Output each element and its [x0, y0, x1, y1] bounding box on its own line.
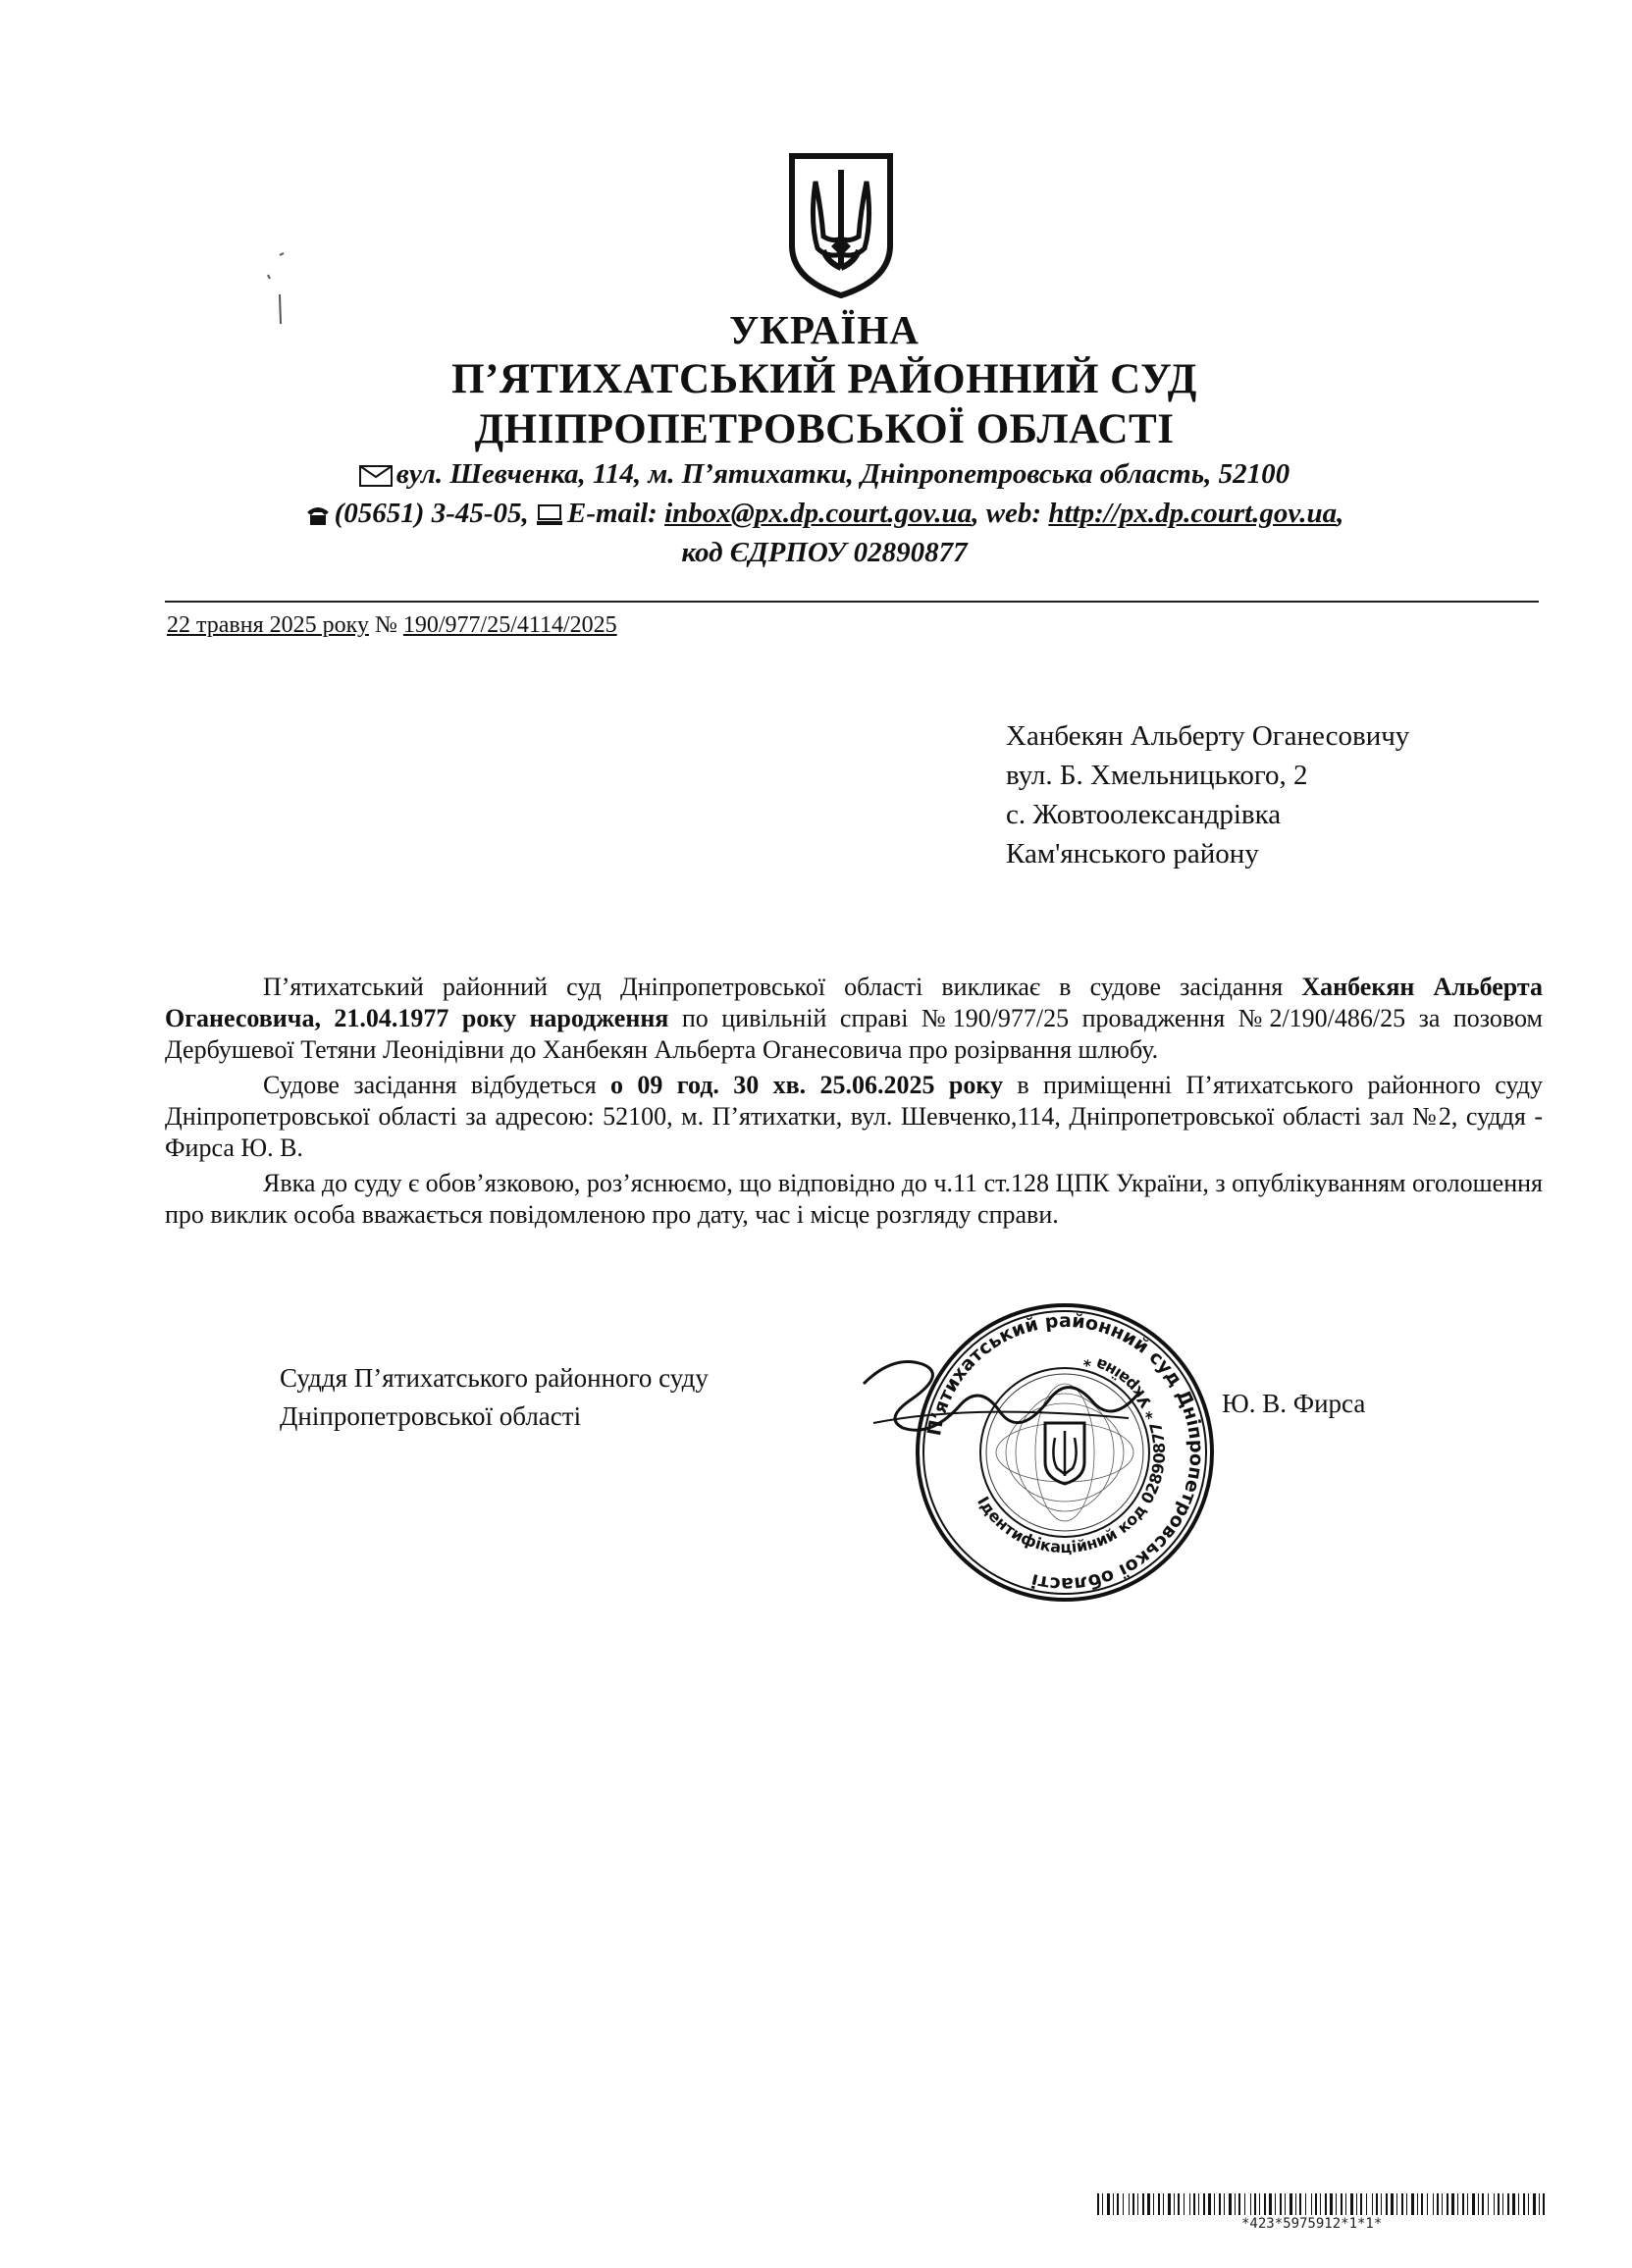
barcode-bar	[1295, 2193, 1296, 2215]
barcode-bar	[1254, 2193, 1256, 2215]
p1-text-a: П’ятихатський районний суд Дніпропетровської області викликає в судове засідання	[263, 973, 1302, 1001]
barcode-bar	[1275, 2193, 1276, 2215]
barcode-bar	[1472, 2193, 1475, 2215]
p1-text-c: по цивільній справі №190/977/25 провадження №2/190/486/25 за позовом Дербушевої Тетяни Леонідівни до Ханбекян Альберта Оганесовича про розірвання шлюбу.	[165, 1004, 1543, 1064]
barcode-bar	[1214, 2193, 1215, 2215]
outgoing-reg-number: 190/977/25/4114/2025	[402, 612, 617, 638]
barcode-bar	[1235, 2193, 1236, 2215]
barcode-bar	[1356, 2193, 1357, 2215]
barcode-bar	[1543, 2193, 1545, 2215]
barcode-bar	[1366, 2193, 1367, 2215]
addressee-street: вул. Б. Хмельницького, 2	[1006, 760, 1308, 791]
email-label: E-mail:	[567, 498, 658, 529]
addressee-name: Ханбекян Альберту Оганесовичу	[1006, 720, 1410, 752]
summons-body	[165, 972, 1543, 1235]
barcode-bar	[1198, 2193, 1199, 2215]
barcode-bar	[1330, 2193, 1333, 2215]
barcode-bar	[1184, 2193, 1185, 2215]
svg-text:П’ятихатський районний суд Дні: П’ятихатський районний суд Дніпропетровської області	[923, 1309, 1208, 1596]
barcode-bar	[1325, 2193, 1327, 2215]
barcode-bar	[1193, 2193, 1195, 2215]
barcode-bar	[1417, 2193, 1418, 2215]
court-region: ДНІПРОПЕТРОВСЬКОЇ ОБЛАСТІ	[474, 406, 1175, 452]
judge-title-line2: Дніпропетровської області	[280, 1401, 582, 1431]
barcode-bar	[1229, 2193, 1232, 2215]
barcode-bar	[1224, 2193, 1225, 2215]
barcode-bar	[1376, 2193, 1378, 2215]
barcode-bar	[1137, 2193, 1138, 2215]
header-divider	[165, 601, 1539, 603]
barcode-bar	[1411, 2193, 1414, 2215]
barcode-bar	[1396, 2193, 1397, 2215]
handwritten-signature	[854, 1345, 1148, 1452]
court-address	[157, 458, 1492, 491]
barcode-bar	[1113, 2193, 1114, 2215]
web-link[interactable]: http://px.dp.court.gov.ua	[1048, 498, 1338, 529]
barcode-bar	[1478, 2193, 1479, 2215]
barcode-bar	[1391, 2193, 1394, 2215]
court-name: П’ЯТИХАТСЬКИЙ РАЙОННИЙ СУД	[451, 356, 1197, 402]
barcode-bar	[1421, 2193, 1423, 2215]
barcode-bar	[1107, 2193, 1110, 2215]
barcode-bar	[1533, 2193, 1536, 2215]
barcode-bar	[1280, 2193, 1282, 2215]
barcode-bar	[1178, 2193, 1180, 2215]
barcode-bar	[1147, 2193, 1150, 2215]
barcode-bar	[1433, 2193, 1434, 2215]
barcode-bar	[1102, 2193, 1103, 2215]
svg-text:Ідентифікаційний код 02890877: Ідентифікаційний код 02890877 * Україна *	[974, 1350, 1170, 1557]
barcode-bar	[1250, 2193, 1251, 2215]
barcode-bar	[1290, 2193, 1292, 2215]
barcode-bar	[1507, 2193, 1509, 2215]
judge-title-line1: Суддя П’ятихатського районного суду	[280, 1363, 709, 1393]
barcode-bar	[1219, 2193, 1221, 2215]
judge-name: Ю. В. Фирса	[1222, 1389, 1366, 1418]
web-label: , web:	[972, 498, 1042, 529]
signature-title	[280, 1359, 709, 1436]
barcode-bar	[1467, 2193, 1468, 2215]
paragraph-attendance: Явка до суду є обов’язковою, роз’яснюємо, що відповідно до ч.11 ст.128 ЦПК України, з опублікуванням оголошення про виклик особа вважається повідомленою про дату, час і місце розгляду справи.	[165, 1169, 1543, 1229]
barcode-bar	[1142, 2193, 1144, 2215]
barcode-bar	[1168, 2193, 1171, 2215]
barcode-bar	[1163, 2193, 1164, 2215]
barcode-bar	[1158, 2193, 1160, 2215]
barcode-bar	[1386, 2193, 1388, 2215]
addressee-village: с. Жовтоолександрівка	[1006, 799, 1282, 830]
computer-icon	[536, 503, 563, 527]
barcode-bar	[1244, 2193, 1245, 2215]
web-suffix: ,	[1337, 498, 1344, 529]
outgoing-number	[167, 612, 617, 639]
p2-text-c: в приміщенні П’ятихатського районного суду Дніпропетровської області за адресою: 52100, м. П’ятихатки, вул. Шевченко,114, Дніпропетровської області зал №2, суддя - Фирса Ю. В.	[165, 1071, 1543, 1162]
barcode-bar	[1311, 2193, 1312, 2215]
court-seal	[908, 1295, 1222, 1609]
address-text: вул. Шевченка, 114, м. П’ятихатки, Дніпропетровська область, 52100	[395, 458, 1290, 490]
coat-of-arms-icon	[788, 152, 894, 299]
addressee-block	[1006, 716, 1409, 873]
p1-text-bold: Ханбекян Альберта Оганесовича, 21.04.1977 року народження	[165, 973, 1544, 1032]
barcode-bar	[1427, 2193, 1428, 2215]
barcode	[1097, 2193, 1551, 2215]
paragraph-hearing	[165, 1070, 1543, 1164]
barcode-bar	[1401, 2193, 1403, 2215]
barcode-bar	[1447, 2193, 1448, 2215]
barcode-bar	[1315, 2193, 1317, 2215]
barcode-bar	[1498, 2193, 1500, 2215]
barcode-bar	[1153, 2193, 1154, 2215]
barcode-bar	[1523, 2193, 1525, 2215]
barcode-bar	[1259, 2193, 1260, 2215]
country-title: УКРАЇНА	[729, 307, 920, 352]
barcode-bar	[1117, 2193, 1119, 2215]
barcode-bar	[1345, 2193, 1346, 2215]
barcode-bar	[1360, 2193, 1362, 2215]
email-link[interactable]: inbox@px.dp.court.gov.ua	[664, 498, 973, 529]
barcode-bar	[1437, 2193, 1439, 2215]
barcode-bar	[1350, 2193, 1353, 2215]
barcode-bar	[1451, 2193, 1454, 2215]
number-label: №	[368, 612, 403, 638]
barcode-bar	[1462, 2193, 1464, 2215]
barcode-bar	[1528, 2193, 1529, 2215]
barcode-bar	[1336, 2193, 1337, 2215]
barcode-bar	[1123, 2193, 1124, 2215]
phone-text: (05651) 3-45-05,	[334, 498, 529, 529]
court-contacts	[157, 498, 1492, 530]
barcode-bar	[1305, 2193, 1306, 2215]
barcode-bar	[1132, 2193, 1134, 2215]
addressee-district: Кам'янського району	[1006, 838, 1259, 870]
barcode-bar	[1539, 2193, 1540, 2215]
barcode-bar	[1482, 2193, 1484, 2215]
barcode-bar	[1494, 2193, 1495, 2215]
paragraph-summons	[165, 972, 1543, 1066]
barcode-bar	[1320, 2193, 1321, 2215]
barcode-bar	[1208, 2193, 1211, 2215]
barcode-bar	[1097, 2193, 1099, 2215]
barcode-bar	[1381, 2193, 1382, 2215]
barcode-bar	[1457, 2193, 1458, 2215]
barcode-bar	[1512, 2193, 1515, 2215]
barcode-bar	[1129, 2193, 1130, 2215]
barcode-number: *423*5975912*1*1*	[1241, 2216, 1383, 2232]
p2-text-a: Судове засідання відбудеться	[263, 1071, 611, 1099]
barcode-bar	[1264, 2193, 1266, 2215]
outgoing-date: 22 травня 2025 року	[167, 612, 369, 638]
barcode-bar	[1518, 2193, 1519, 2215]
p2-text-bold: о 09 год. 30 хв. 25.06.2025 року	[610, 1071, 1003, 1099]
barcode-bar	[1238, 2193, 1240, 2215]
barcode-bar	[1488, 2193, 1489, 2215]
barcode-bar	[1203, 2193, 1205, 2215]
barcode-bar	[1174, 2193, 1175, 2215]
phone-icon	[305, 504, 331, 526]
barcode-bar	[1189, 2193, 1190, 2215]
barcode-bar	[1285, 2193, 1286, 2215]
barcode-bar	[1502, 2193, 1503, 2215]
mail-icon	[359, 465, 393, 487]
barcode-bar	[1372, 2193, 1373, 2215]
barcode-bar	[1341, 2193, 1342, 2215]
edrpou-code: код ЄДРПОУ 02890877	[681, 537, 968, 568]
barcode-bar	[1299, 2193, 1301, 2215]
barcode-bar	[1442, 2193, 1443, 2215]
barcode-bar	[1406, 2193, 1407, 2215]
barcode-bar	[1269, 2193, 1272, 2215]
